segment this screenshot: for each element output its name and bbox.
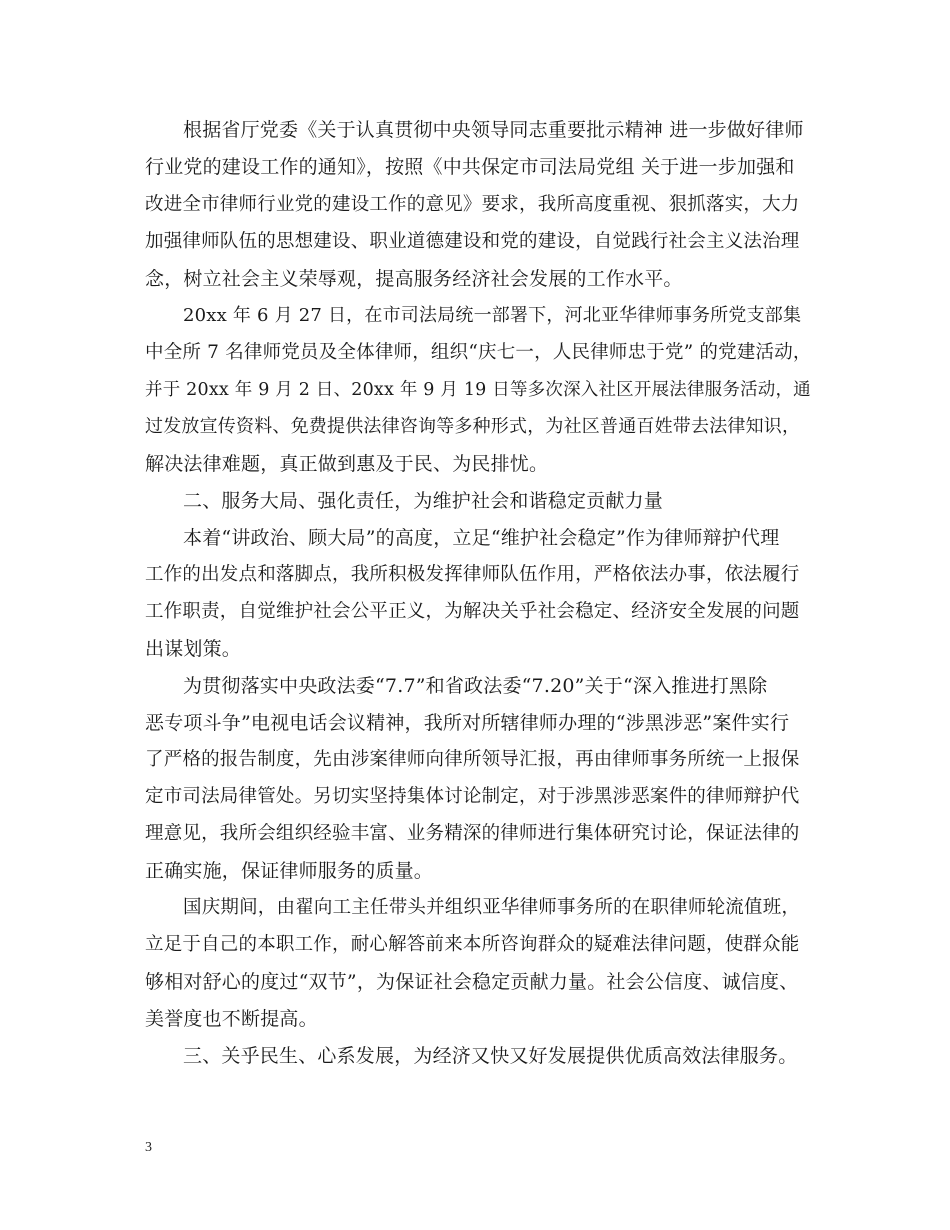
paragraph-line: 国庆期间，由翟向工主任带头并组织亚华律师事务所的在职律师轮流值班， xyxy=(183,897,801,918)
paragraph-line: 出谋划策。 xyxy=(145,638,242,660)
paragraph-line: 并于 20xx 年 9 月 2 日、20xx 年 9 月 19 日等多次深入社区开展法律服务活动，通 xyxy=(145,380,811,400)
paragraph-line: 中全所 7 名律师党员及全体律师，组织“庆七一，人民律师忠于党” 的党建活动， xyxy=(145,342,812,363)
paragraph-line: 加强律师队伍的思想建设、职业道德建设和党的建设，自觉践行社会主义法治理 xyxy=(145,231,800,252)
paragraph-line: 根据省厅党委《关于认真贯彻中央领导同志重要批示精神 进一步做好律师 xyxy=(183,119,804,141)
section-heading: 二、服务大局、强化责任，为维护社会和谐稳定贡献力量 xyxy=(183,490,664,512)
paragraph-line: 立足于自己的本职工作，耐心解答前来本所咨询群众的疑难法律问题，使群众能 xyxy=(145,934,800,955)
paragraph-line: 本着“讲政治、顾大局”的高度，立足“维护社会稳定”作为律师辩护代理 xyxy=(183,527,780,549)
paragraph-line: 美誉度也不断提高。 xyxy=(145,1008,318,1030)
paragraph-line: 行业党的建设工作的通知》，按照《中共保定市司法局党组 关于进一步加强和 xyxy=(145,156,795,178)
paragraph-line: 工作职责，自觉维护社会公平正义，为解决关乎社会稳定、经济安全发展的问题 xyxy=(145,601,800,622)
paragraph-line: 够相对舒心的度过“双节”，为保证社会稳定贡献力量。社会公信度、诚信度、 xyxy=(145,971,799,993)
paragraph-line: 改进全市律师行业党的建设工作的意见》要求，我所高度重视、狠抓落实，大力 xyxy=(145,194,800,215)
paragraph-line: 定市司法局律管处。另切实坚持集体讨论制定，对于涉黑涉恶案件的律师辩护代 xyxy=(145,786,800,807)
paragraph-line: 过发放宣传资料、免费提供法律咨询等多种形式，为社区普通百姓带去法律知识， xyxy=(145,416,801,437)
paragraph-line: 恶专项斗争”电视电话会议精神，我所对所辖律师办理的“涉黑涉恶”案件实行 xyxy=(145,712,790,734)
paragraph-line: 为贯彻落实中央政法委“7.7”和省政法委“7.20”关于“深入推进打黑除 xyxy=(183,675,768,697)
paragraph-line: 了严格的报告制度，先由涉案律师向律所领导汇报，再由律师事务所统一上报保 xyxy=(145,749,800,770)
paragraph-line: 正确实施，保证律师服务的质量。 xyxy=(145,860,434,882)
paragraph-line: 解决法律难题，真正做到惠及于民、为民排忧。 xyxy=(145,453,549,475)
paragraph-line: 工作的出发点和落脚点，我所积极发挥律师队伍作用，严格依法办事，依法履行 xyxy=(145,564,800,585)
paragraph-line: 20xx 年 6 月 27 日，在市司法局统一部署下，河北亚华律师事务所党支部集 xyxy=(183,305,802,326)
paragraph-line: 理意见，我所会组织经验丰富、业务精深的律师进行集体研究讨论，保证法律的 xyxy=(145,823,800,844)
section-heading: 三、关乎民生、心系发展，为经济又快又好发展提供优质高效法律服务。 xyxy=(183,1045,798,1067)
page-number: 3 xyxy=(145,1140,152,1155)
paragraph-line: 念，树立社会主义荣辱观，提高服务经济社会发展的工作水平。 xyxy=(145,268,683,290)
